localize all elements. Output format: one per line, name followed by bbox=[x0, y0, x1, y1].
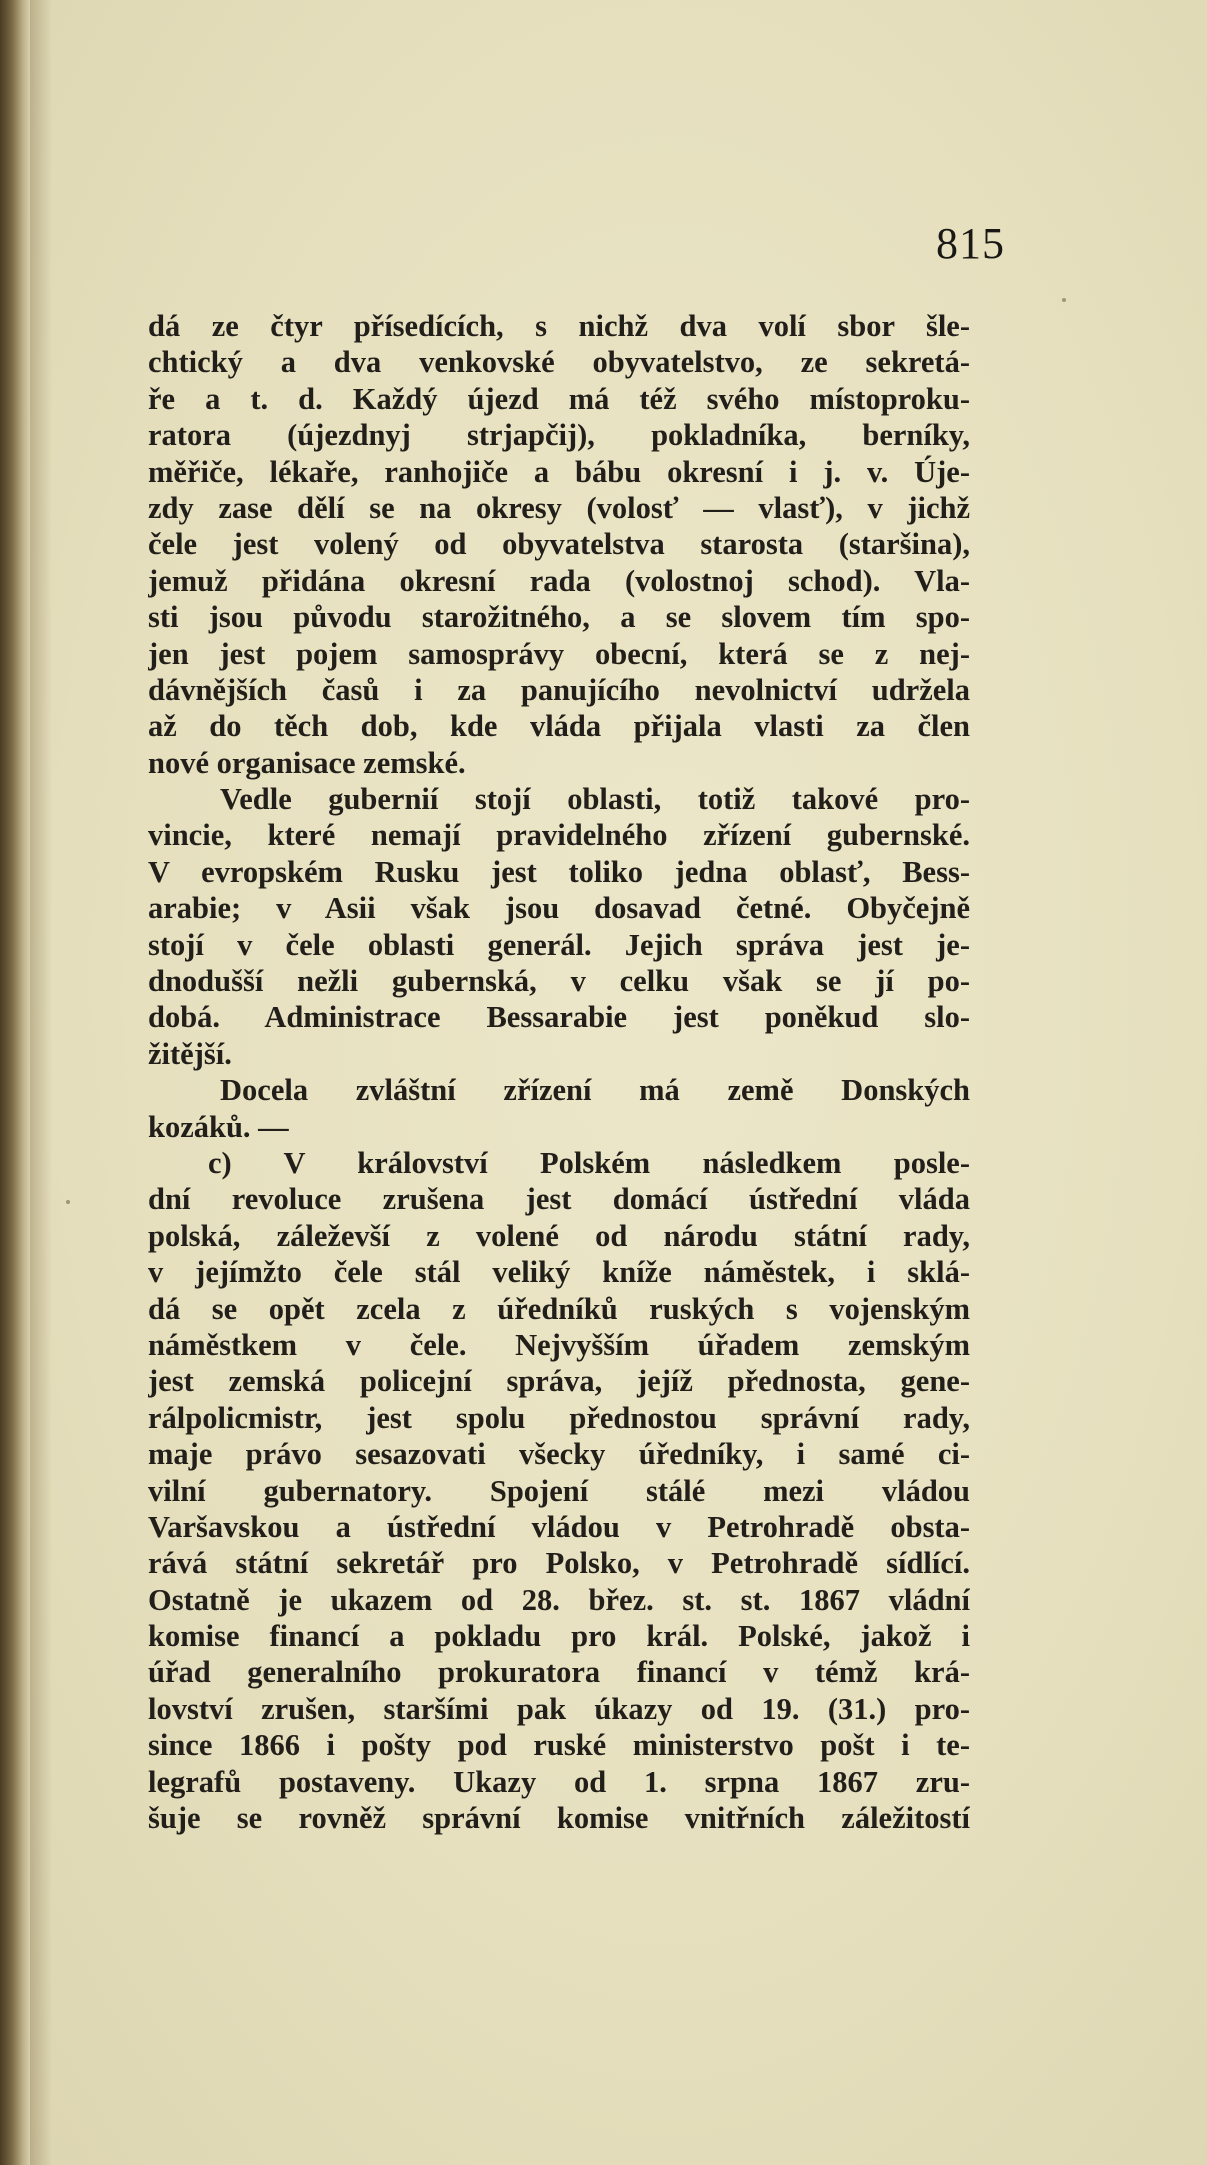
text-line: vincie, které nemají pravidelného zřízení gubernské. bbox=[148, 818, 970, 853]
text-line: komise financí a pokladu pro král. Polské, jakož i bbox=[148, 1619, 970, 1654]
text-line: jen jest pojem samosprávy obecní, která se z nej- bbox=[148, 636, 970, 671]
text-line: nové organisace zemské. bbox=[148, 745, 466, 780]
text-line: jest zemská policejní správa, jejíž přednosta, gene- bbox=[148, 1364, 970, 1399]
text-line: čele jest volený od obyvatelstva starosta (staršina), bbox=[148, 527, 970, 562]
text-line: lovství zrušen, staršími pak úkazy od 19. (31.) pro- bbox=[148, 1691, 970, 1726]
text-line: žitější. bbox=[148, 1036, 232, 1071]
text-line: dá se opět zcela z úředníků ruských s vojenským bbox=[148, 1291, 970, 1326]
text-line: maje právo sesazovati všecky úředníky, i samé ci- bbox=[148, 1437, 970, 1472]
text-line: rálpolicmistr, jest spolu přednostou správní rady, bbox=[148, 1400, 970, 1435]
paper-speck bbox=[66, 1200, 70, 1204]
gutter-shadow bbox=[30, 0, 52, 2165]
text-line: V evropském Rusku jest toliko jedna oblasť, Bess- bbox=[148, 854, 970, 889]
text-line: dá ze čtyr přísedících, s nichž dva volí sbor šle- bbox=[148, 309, 970, 343]
text-line: až do těch dob, kde vláda přijala vlasti za člen bbox=[148, 709, 970, 744]
text-line: dnodušší nežli gubernská, v celku však se jí po- bbox=[148, 964, 970, 999]
text-line: c) V království Polském následkem posle- bbox=[208, 1145, 970, 1180]
text-line: Docela zvláštní zřízení má země Donských bbox=[220, 1073, 970, 1108]
page-number: 815 bbox=[936, 219, 1005, 268]
book-spine bbox=[0, 0, 30, 2165]
paper-speck bbox=[1062, 298, 1066, 302]
text-line: stojí v čele oblasti generál. Jejich správa jest je- bbox=[148, 927, 970, 962]
text-line: úřad generalního prokuratora financí v témž krá- bbox=[148, 1655, 970, 1690]
text-line: polská, záleževší z volené od národu státní rady, bbox=[148, 1218, 970, 1253]
text-line: dobá. Administrace Bessarabie jest poněkud slo- bbox=[148, 1000, 970, 1035]
text-line: dávnějších časů i za panujícího nevolnictví udržela bbox=[148, 672, 970, 707]
text-line: sti jsou původu starožitného, a se slovem tím spo- bbox=[148, 600, 970, 635]
body-text bbox=[148, 308, 970, 1836]
text-line: Ostatně je ukazem od 28. břez. st. st. 1867 vládní bbox=[148, 1582, 970, 1617]
text-line: zdy zase dělí se na okresy (volosť — vlasť), v jichž bbox=[148, 490, 970, 525]
text-line: kozáků. — bbox=[148, 1109, 289, 1144]
text-line: v jejímžto čele stál veliký kníže náměstek, i sklá- bbox=[148, 1255, 970, 1290]
text-line: vilní gubernatory. Spojení stálé mezi vládou bbox=[148, 1473, 970, 1508]
text-line: jemuž přidána okresní rada (volostnoj schod). Vla- bbox=[148, 563, 970, 598]
text-line: ratora (újezdnyj strjapčij), pokladníka, berníky, bbox=[148, 418, 970, 453]
text-line: Vedle gubernií stojí oblasti, totiž takové pro- bbox=[220, 782, 970, 817]
text-line: dní revoluce zrušena jest domácí ústřední vláda bbox=[148, 1182, 970, 1217]
text-line: rává státní sekretář pro Polsko, v Petrohradě sídlící. bbox=[148, 1546, 970, 1581]
text-line: legrafů postaveny. Ukazy od 1. srpna 1867 zru- bbox=[148, 1764, 970, 1799]
text-line: since 1866 i pošty pod ruské ministerstvo pošt i te- bbox=[148, 1728, 970, 1763]
text-line: chtický a dva venkovské obyvatelstvo, ze sekretá- bbox=[148, 345, 970, 380]
text-line: šuje se rovněž správní komise vnitřních záležitostí bbox=[148, 1801, 970, 1836]
text-line: arabie; v Asii však jsou dosavad četné. Obyčejně bbox=[148, 891, 970, 926]
text-line: měřiče, lékaře, ranhojiče a bábu okresní i j. v. Úje- bbox=[148, 454, 970, 489]
text-line: náměstkem v čele. Nejvyšším úřadem zemským bbox=[148, 1327, 970, 1362]
text-line: ře a t. d. Každý újezd má též svého místoproku- bbox=[148, 381, 970, 416]
text-line: Varšavskou a ústřední vládou v Petrohradě obsta- bbox=[148, 1509, 970, 1544]
